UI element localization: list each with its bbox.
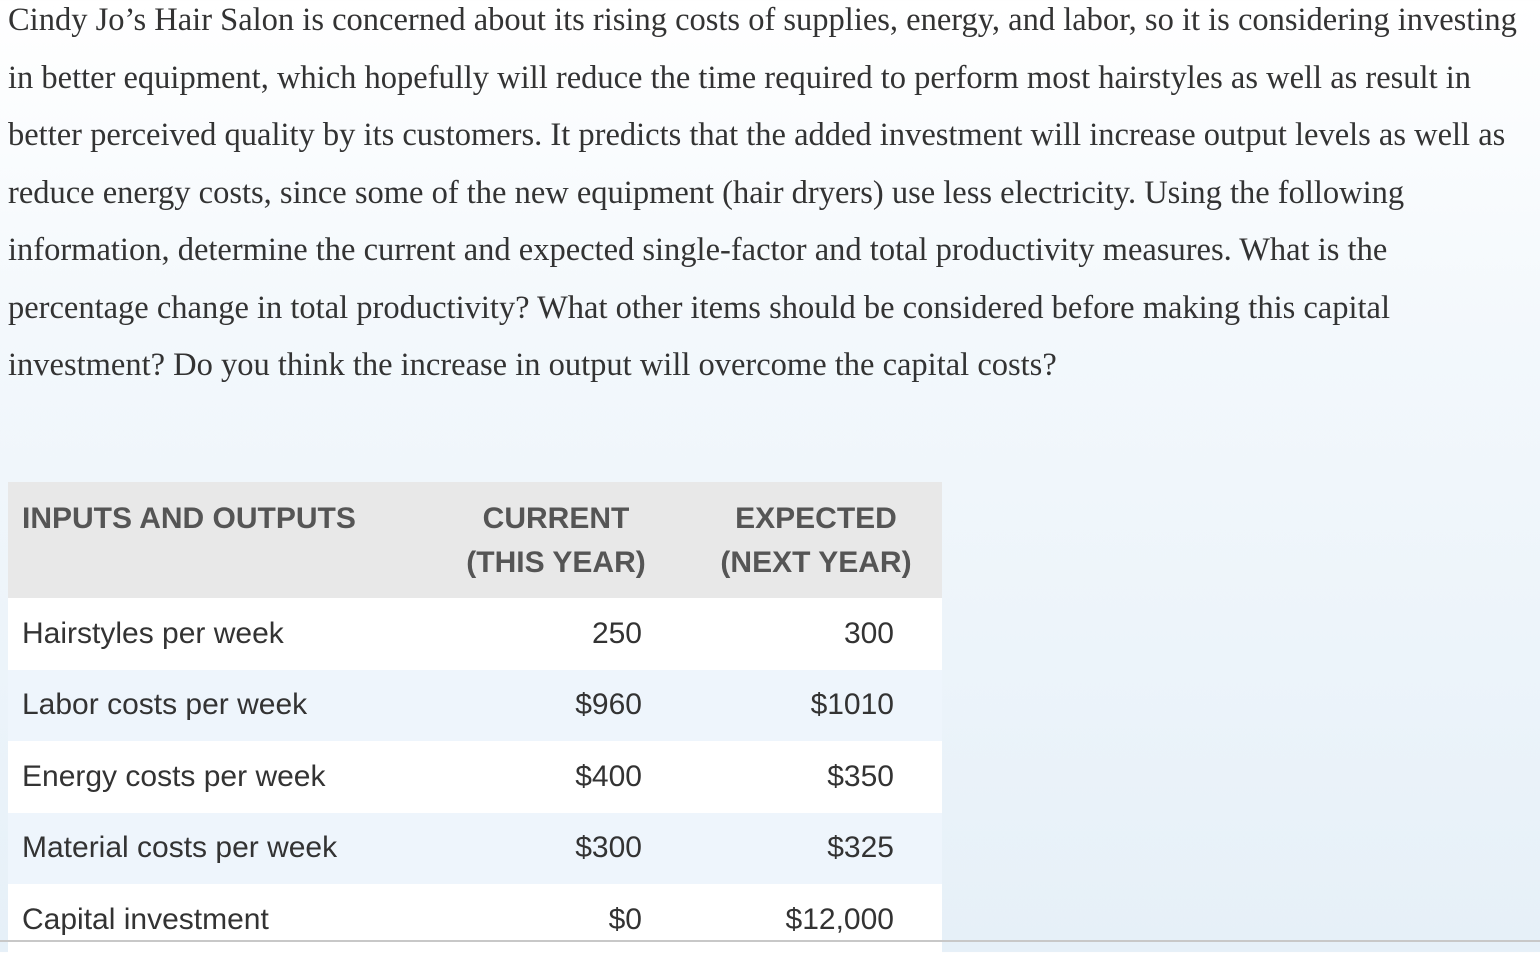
row-expected-value: $1010 xyxy=(690,670,942,742)
header-current-line2: (THIS YEAR) xyxy=(466,546,646,579)
row-label: Material costs per week xyxy=(8,813,422,885)
row-label: Labor costs per week xyxy=(8,670,422,742)
table-header-row xyxy=(8,482,942,598)
row-current-value: $960 xyxy=(422,670,690,742)
row-expected-value: $325 xyxy=(690,813,942,885)
row-expected-value: $350 xyxy=(690,741,942,813)
table-row xyxy=(8,884,942,956)
bottom-divider xyxy=(0,940,1540,942)
header-current-line1: CURRENT xyxy=(482,502,630,535)
table-row xyxy=(8,741,942,813)
row-expected-value: $12,000 xyxy=(690,884,942,956)
table-row xyxy=(8,813,942,885)
row-label: Energy costs per week xyxy=(8,741,422,813)
row-label: Capital investment xyxy=(8,884,422,956)
header-inputs-outputs xyxy=(8,482,422,598)
row-label: Hairstyles per week xyxy=(8,598,422,670)
table-row xyxy=(8,670,942,742)
header-inputs-outputs-label: INPUTS AND OUTPUTS xyxy=(22,502,356,535)
table-row xyxy=(8,598,942,670)
row-current-value: $400 xyxy=(422,741,690,813)
row-expected-value: 300 xyxy=(690,598,942,670)
inputs-outputs-table xyxy=(8,482,942,956)
header-current-label xyxy=(422,482,690,585)
header-expected-line2: (NEXT YEAR) xyxy=(720,546,912,579)
header-expected-line1: EXPECTED xyxy=(735,502,897,535)
row-current-value: 250 xyxy=(422,598,690,670)
question-text: Cindy Jo’s Hair Salon is concerned about its rising costs of supplies, energy, and labor, so it is considering investing in better equipment, which hopefully will reduce the time required to perform most hairstyles as well as result in better perceived quality by its customers. It predicts that the added investment will increase output levels as well as reduce energy costs, since some of the new equipment (hair dryers) use less electricity. Using the following information, determine the current and expected single-factor and total productivity measures. What is the percentage change in total productivity? What other items should be considered before making this capital investment? Do you think the increase in output will overcome the capital costs? xyxy=(8,2,1517,383)
header-expected-label xyxy=(690,482,942,585)
header-expected xyxy=(690,482,942,598)
row-current-value: $0 xyxy=(422,884,690,956)
row-current-value: $300 xyxy=(422,813,690,885)
header-current xyxy=(422,482,690,598)
